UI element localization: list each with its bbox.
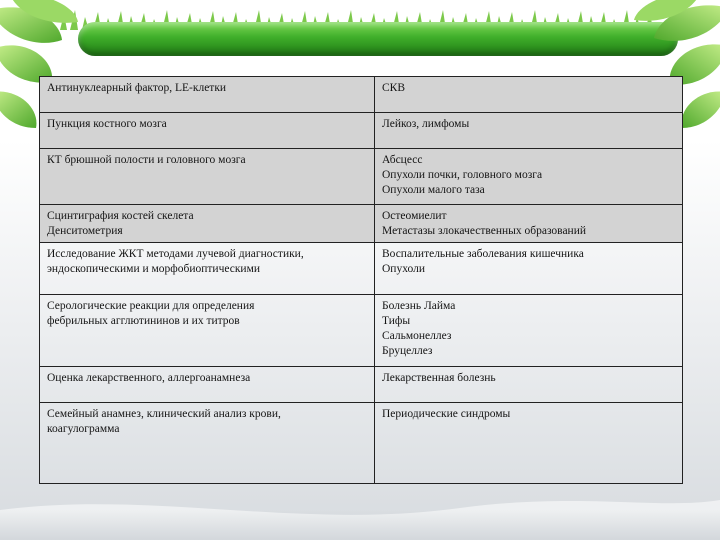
table-cell-method — [40, 403, 375, 484]
green-header-bar — [78, 22, 678, 56]
cell-text: Денситометрия — [47, 225, 123, 237]
cell-text: фебрильных агглютининов и их титров — [47, 315, 240, 327]
table-cell-method — [40, 205, 375, 243]
cell-text: Лейкоз, лимфомы — [382, 118, 470, 130]
table-cell-condition — [375, 367, 683, 403]
table-row — [40, 367, 683, 403]
table-cell-method — [40, 77, 375, 113]
cell-text: Пункция костного мозга — [47, 118, 167, 130]
cell-text: Опухоли малого таза — [382, 184, 485, 196]
table-cell-condition — [375, 113, 683, 149]
table-cell-method — [40, 243, 375, 295]
table-cell-condition — [375, 149, 683, 205]
table-cell-method — [40, 367, 375, 403]
cell-text: Болезнь Лайма — [382, 300, 456, 312]
cell-text: Опухоли — [382, 263, 426, 275]
diagnostics-table — [39, 76, 683, 484]
table-row — [40, 243, 683, 295]
cell-text: КТ брюшной полости и головного мозга — [47, 154, 246, 166]
bottom-strip — [0, 510, 720, 540]
cell-text: Метастазы злокачественных образований — [382, 225, 587, 237]
cell-text: эндоскопическими и морфобиоптическими — [47, 263, 261, 275]
table-cell-condition — [375, 295, 683, 367]
table-cell-method — [40, 113, 375, 149]
cell-text: Абсцесс — [382, 154, 423, 166]
cell-text: Опухоли почки, головного мозга — [382, 169, 543, 181]
cell-text: Воспалительные заболевания кишечника — [382, 248, 584, 260]
table-cell-method — [40, 149, 375, 205]
cell-text: Лекарственная болезнь — [382, 372, 496, 384]
cell-text: Остеомиелит — [382, 210, 447, 222]
table-cell-condition — [375, 403, 683, 484]
cell-text: Серологические реакции для определения — [47, 300, 255, 312]
table-row — [40, 113, 683, 149]
cell-text: Исследование ЖКТ методами лучевой диагностики, — [47, 248, 304, 260]
table-row — [40, 149, 683, 205]
table-row — [40, 295, 683, 367]
cell-text: СКВ — [382, 82, 406, 94]
table-cell-condition — [375, 243, 683, 295]
table-row — [40, 205, 683, 243]
cell-text: Семейный анамнез, клинический анализ крови, — [47, 408, 281, 420]
cell-text: Сцинтиграфия костей скелета — [47, 210, 194, 222]
table-cell-condition — [375, 205, 683, 243]
cell-text: Периодические синдромы — [382, 408, 511, 420]
cell-text: Оценка лекарственного, аллергоанамнеза — [47, 372, 251, 384]
cell-text: Тифы — [382, 315, 411, 327]
cell-text: Антинуклеарный фактор, LE-клетки — [47, 82, 227, 94]
cell-text: коагулограмма — [47, 423, 120, 435]
table-row — [40, 77, 683, 113]
table-cell-method — [40, 295, 375, 367]
cell-text: Бруцеллез — [382, 345, 433, 357]
table-cell-condition — [375, 77, 683, 113]
cell-text: Сальмонеллез — [382, 330, 452, 342]
table-row — [40, 403, 683, 484]
